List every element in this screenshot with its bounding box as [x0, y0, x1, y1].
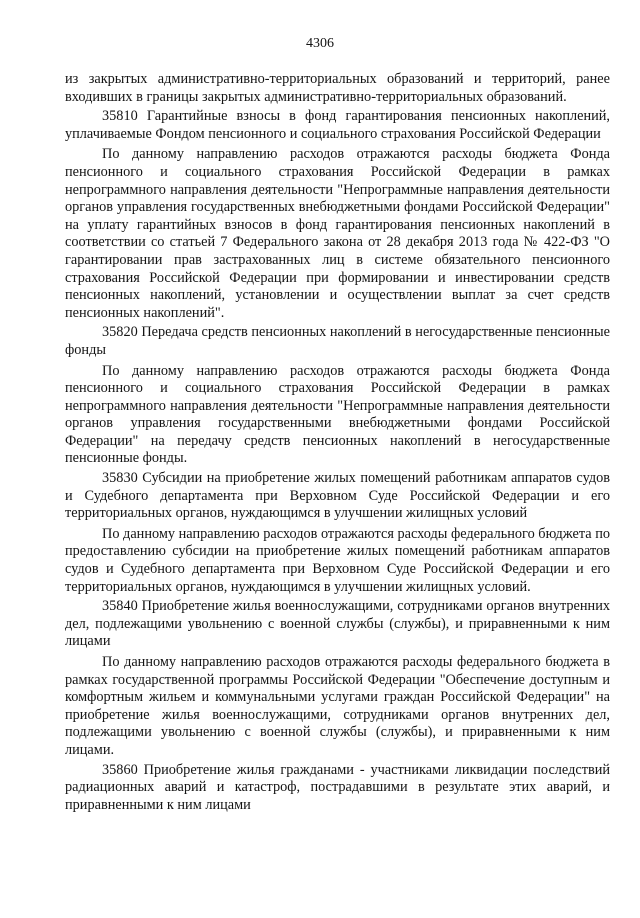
section-heading-35820: 35820 Передача средств пенсионных накоплений в негосударственные пенсионные фонды [65, 324, 610, 358]
section-heading-35840: 35840 Приобретение жилья военнослужащими, сотрудниками органов внутренних дел, подлежащими увольнению с военной службы (службы), и приравненными к ним лицами [65, 598, 610, 650]
section-description-35840: По данному направлению расходов отражаются расходы федерального бюджета в рамках государственной программы Российской Федерации "Обеспечение доступным и комфортным жильем и коммунальными услугами граждан Российской Федерации" на приобретение жилья военнослужащими, сотрудниками органов внутренних дел, подлежащими увольнению с военной службы (службы), и приравненными к ним лицами. [65, 654, 610, 758]
page-number: 4306 [306, 36, 334, 51]
section-heading-35860: 35860 Приобретение жилья гражданами - участниками ликвидации последствий радиационных аварий и катастроф, пострадавшими в результате этих аварий, и приравненными к ним лицами [65, 761, 610, 813]
section-heading-35830: 35830 Субсидии на приобретение жилых помещений работникам аппаратов судов и Судебного департамента при Верховном Суде Российской Федерации и его территориальных органов, нуждающимся в улучшении жилищных условий [65, 470, 610, 522]
section-description-35820: По данному направлению расходов отражаются расходы бюджета Фонда пенсионного и социального страхования Российской Федерации в рамках непрограммного направления деятельности "Непрограммные направления деятельности органов управления государственными внебюджетными фондами Российской Федерации" на передачу средств пенсионных накоплений в негосударственные пенсионные фонды. [65, 362, 610, 467]
document-body [65, 71, 610, 814]
continuation-paragraph: из закрытых административно-территориальных образований и территорий, ранее входивших в границы закрытых административно-территориальных образований. [65, 71, 610, 105]
section-heading-35810: 35810 Гарантийные взносы в фонд гарантирования пенсионных накоплений, уплачиваемые Фондом пенсионного и социального страхования Российской Федерации [65, 108, 610, 142]
section-description-35810: По данному направлению расходов отражаются расходы бюджета Фонда пенсионного и социального страхования Российской Федерации в рамках непрограммного направления деятельности "Непрограммные направления деятельности органов управления государственных внебюджетными фондами Российской Федерации" на уплату гарантийных взносов в фонд гарантирования пенсионных накоплений в соответствии со статьей 7 Федерального закона от 28 декабря 2013 года № 422-ФЗ "О гарантировании прав застрахованных лиц в системе обязательного пенсионного страхования Российской Федерации при формировании и инвестировании средств пенсионных накоплений, установлении и осуществлении выплат за счет средств пенсионных накоплений". [65, 146, 610, 321]
section-description-35830: По данному направлению расходов отражаются расходы федерального бюджета по предоставлению субсидии на приобретение жилых помещений работникам аппаратов судов и Судебного департамента при Верховном Суде Российской Федерации и его территориальных органов, нуждающимся в улучшении жилищных условий. [65, 525, 610, 595]
